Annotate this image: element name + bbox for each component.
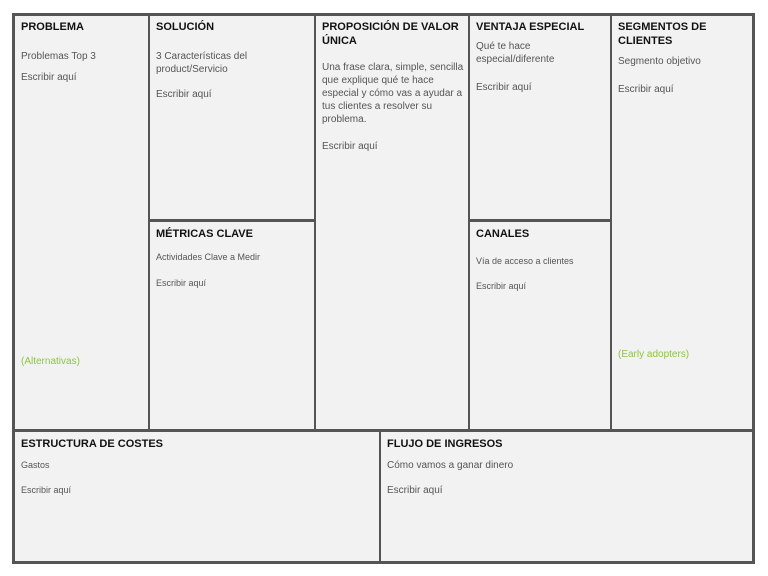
metricas-title: MÉTRICAS CLAVE (156, 228, 253, 240)
solucion-subtitle: 3 Características del product/Servicio (156, 51, 248, 75)
segmentos-title: SEGMENTOS DE CLIENTES (618, 21, 707, 47)
segmentos-subtitle: Segmento objetivo (618, 56, 701, 67)
costes-subtitle: Gastos (21, 460, 50, 470)
solucion-write-field[interactable]: Escribir aquí (156, 89, 212, 100)
ingresos-write-field[interactable]: Escribir aquí (387, 485, 443, 496)
solucion-title: SOLUCIÓN (156, 21, 215, 33)
propuesta-title: PROPOSICIÓN DE VALOR ÚNICA (322, 21, 459, 47)
metricas-block (148, 219, 314, 429)
metricas-subtitle: Actividades Clave a Medir (156, 252, 261, 262)
costes-title: ESTRUCTURA DE COSTES (21, 438, 163, 450)
problema-title: PROBLEMA (21, 21, 84, 33)
problema-write-field[interactable]: Escribir aquí (21, 72, 77, 83)
solucion-block (148, 16, 314, 219)
problema-subtitle: Problemas Top 3 (21, 51, 96, 62)
ingresos-title: FLUJO DE INGRESOS (387, 438, 503, 450)
propuesta-block (314, 16, 468, 429)
costes-block (15, 429, 379, 561)
ingresos-subtitle: Cómo vamos a ganar dinero (387, 460, 514, 471)
propuesta-write-field[interactable]: Escribir aquí (322, 141, 378, 152)
problema-alternatives-note: (Alternativas) (21, 356, 80, 367)
segmentos-block (610, 16, 752, 429)
segmentos-write-field[interactable]: Escribir aquí (618, 84, 674, 95)
problema-block (15, 16, 148, 429)
ingresos-block (379, 429, 752, 561)
lean-canvas (12, 13, 755, 564)
metricas-write-field[interactable]: Escribir aquí (156, 278, 207, 288)
propuesta-subtitle: Una frase clara, simple, sencilla que explique qué te hace especial y cómo vas a ayudar a tus clientes a resolver su problema. (322, 62, 464, 125)
canales-write-field[interactable]: Escribir aquí (476, 281, 527, 291)
canales-block (468, 219, 610, 429)
ventaja-title: VENTAJA ESPECIAL (476, 21, 585, 33)
segmentos-early-adopters-note: (Early adopters) (618, 349, 690, 360)
ventaja-subtitle: Qué te hace especial/diferente (476, 41, 555, 65)
ventaja-write-field[interactable]: Escribir aquí (476, 82, 532, 93)
canales-subtitle: Vía de acceso a clientes (476, 256, 574, 266)
costes-write-field[interactable]: Escribir aquí (21, 485, 72, 495)
canales-title: CANALES (476, 228, 530, 240)
ventaja-block (468, 16, 610, 219)
